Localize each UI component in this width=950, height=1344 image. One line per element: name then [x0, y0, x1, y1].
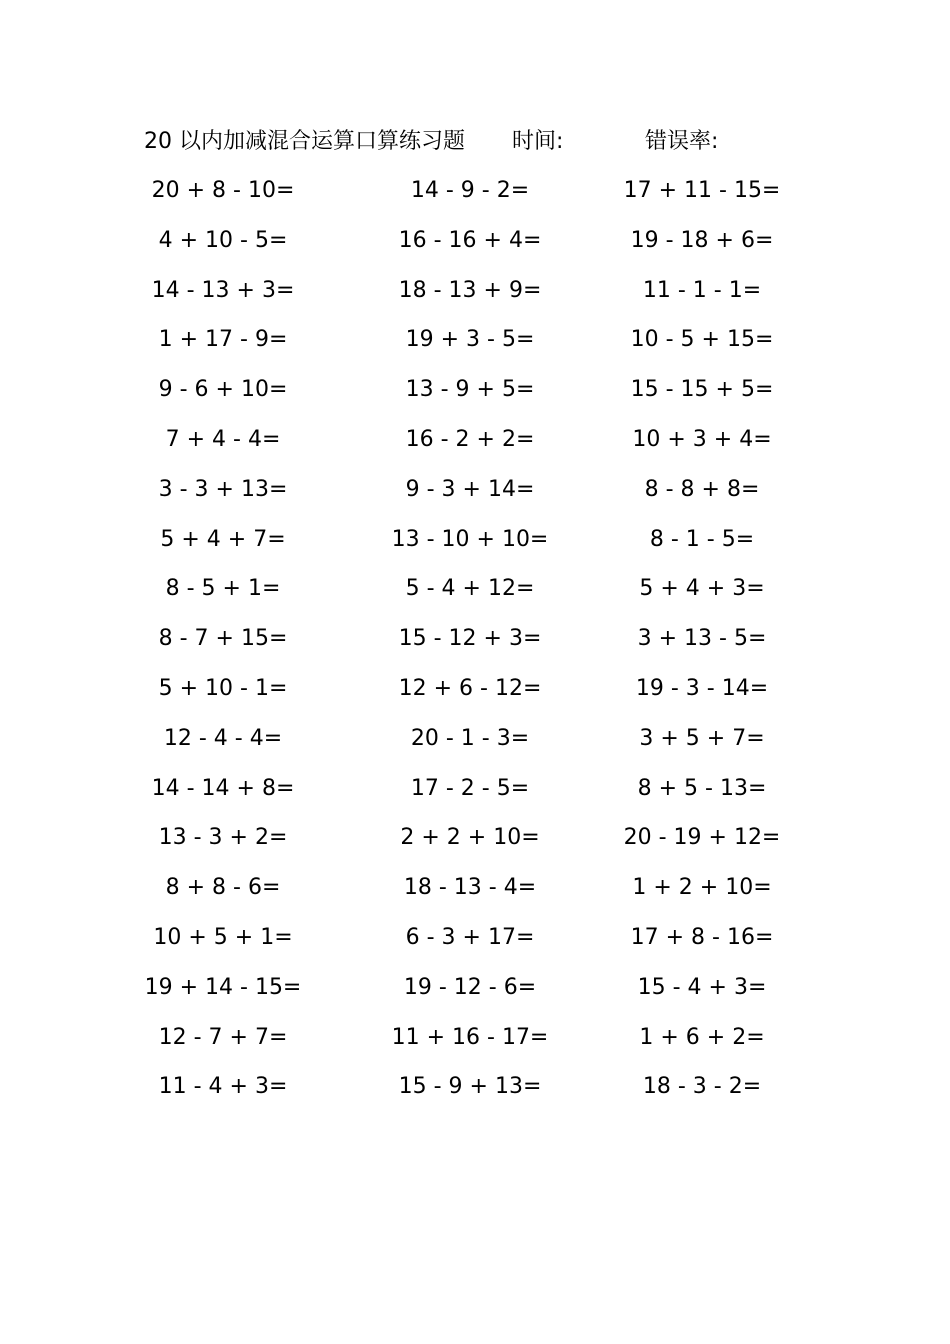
math-problem: 13 - 3 + 2= — [158, 825, 288, 851]
problem-row — [0, 168, 950, 218]
math-problem: 15 - 12 + 3= — [398, 626, 542, 652]
math-problem: 8 + 5 - 13= — [637, 775, 767, 801]
math-problem: 19 - 3 - 14= — [635, 675, 769, 701]
math-problem: 3 + 5 + 7= — [639, 725, 765, 751]
math-problem: 20 + 8 - 10= — [151, 178, 295, 203]
problem-row — [0, 566, 950, 616]
problem-row — [0, 517, 950, 567]
problem-row — [0, 666, 950, 716]
math-problem: 11 + 16 - 17= — [391, 1024, 549, 1050]
math-problem: 10 + 5 + 1= — [153, 924, 293, 950]
math-problem: 5 + 4 + 3= — [639, 576, 765, 602]
math-problem: 12 - 4 - 4= — [163, 725, 283, 751]
math-problem: 19 + 3 - 5= — [405, 327, 535, 353]
error-rate-label: 错误率: — [645, 129, 719, 154]
math-problem: 18 - 3 - 2= — [642, 1074, 762, 1100]
math-problem: 11 - 1 - 1= — [642, 277, 762, 303]
math-problem: 19 - 12 - 6= — [403, 974, 537, 1000]
math-problem: 14 - 9 - 2= — [410, 178, 530, 203]
problem-row — [0, 417, 950, 467]
problem-row — [0, 218, 950, 268]
problem-row — [0, 268, 950, 318]
math-problem: 2 + 2 + 10= — [400, 825, 540, 851]
problem-row — [0, 1064, 950, 1114]
math-problem: 17 + 8 - 16= — [630, 924, 774, 950]
problem-row — [0, 965, 950, 1015]
problem-row — [0, 716, 950, 766]
problem-row — [0, 367, 950, 417]
math-problem: 12 - 7 + 7= — [158, 1024, 288, 1050]
math-problem: 8 - 8 + 8= — [644, 476, 760, 502]
problem-row — [0, 1015, 950, 1065]
problem-row — [0, 915, 950, 965]
math-problem: 16 - 16 + 4= — [398, 227, 542, 253]
math-problem: 8 - 7 + 15= — [158, 626, 288, 652]
math-problem: 15 - 9 + 13= — [398, 1074, 542, 1100]
math-problem: 18 - 13 + 9= — [398, 277, 542, 303]
math-problem: 3 - 3 + 13= — [158, 476, 288, 502]
math-problem: 3 + 13 - 5= — [637, 626, 767, 652]
math-problem: 14 - 14 + 8= — [151, 775, 295, 801]
math-problem: 5 - 4 + 12= — [405, 576, 535, 602]
math-problem: 6 - 3 + 17= — [405, 924, 535, 950]
math-problem: 15 - 15 + 5= — [630, 377, 774, 403]
math-problem: 5 + 10 - 1= — [158, 675, 288, 701]
problem-row — [0, 865, 950, 915]
math-problem: 1 + 6 + 2= — [639, 1024, 765, 1050]
math-problem: 20 - 19 + 12= — [623, 825, 781, 851]
math-problem: 19 + 14 - 15= — [144, 974, 302, 1000]
math-problem: 15 - 4 + 3= — [637, 974, 767, 1000]
problem-row — [0, 317, 950, 367]
math-problem: 16 - 2 + 2= — [405, 426, 535, 452]
math-problem: 1 + 2 + 10= — [632, 875, 772, 901]
math-problem: 8 - 5 + 1= — [165, 576, 281, 602]
math-problem: 12 + 6 - 12= — [398, 675, 542, 701]
problem-row — [0, 616, 950, 666]
math-problem: 17 + 11 - 15= — [623, 178, 781, 203]
math-problem: 9 - 3 + 14= — [405, 476, 535, 502]
problem-row — [0, 467, 950, 517]
math-problem: 10 + 3 + 4= — [632, 426, 772, 452]
math-problem: 10 - 5 + 15= — [630, 327, 774, 353]
problem-row — [0, 766, 950, 816]
math-problem: 17 - 2 - 5= — [410, 775, 530, 801]
math-problem: 13 - 9 + 5= — [405, 377, 535, 403]
math-problem: 5 + 4 + 7= — [160, 526, 286, 552]
math-problem: 8 + 8 - 6= — [165, 875, 281, 901]
math-problem: 4 + 10 - 5= — [158, 227, 288, 253]
math-problem: 13 - 10 + 10= — [391, 526, 549, 552]
math-problem: 19 - 18 + 6= — [630, 227, 774, 253]
worksheet-header — [0, 124, 950, 160]
math-problem: 11 - 4 + 3= — [158, 1074, 288, 1100]
math-problem: 14 - 13 + 3= — [151, 277, 295, 303]
time-label: 时间: — [512, 129, 564, 154]
math-problem: 7 + 4 - 4= — [165, 426, 281, 452]
worksheet-title: 20 以内加减混合运算口算练习题 — [144, 129, 465, 154]
math-problem: 9 - 6 + 10= — [158, 377, 288, 403]
problem-row — [0, 815, 950, 865]
math-problem: 18 - 13 - 4= — [403, 875, 537, 901]
math-problem: 20 - 1 - 3= — [410, 725, 530, 751]
math-problem: 8 - 1 - 5= — [649, 526, 755, 552]
problem-grid — [0, 168, 950, 1114]
math-problem: 1 + 17 - 9= — [158, 327, 288, 353]
